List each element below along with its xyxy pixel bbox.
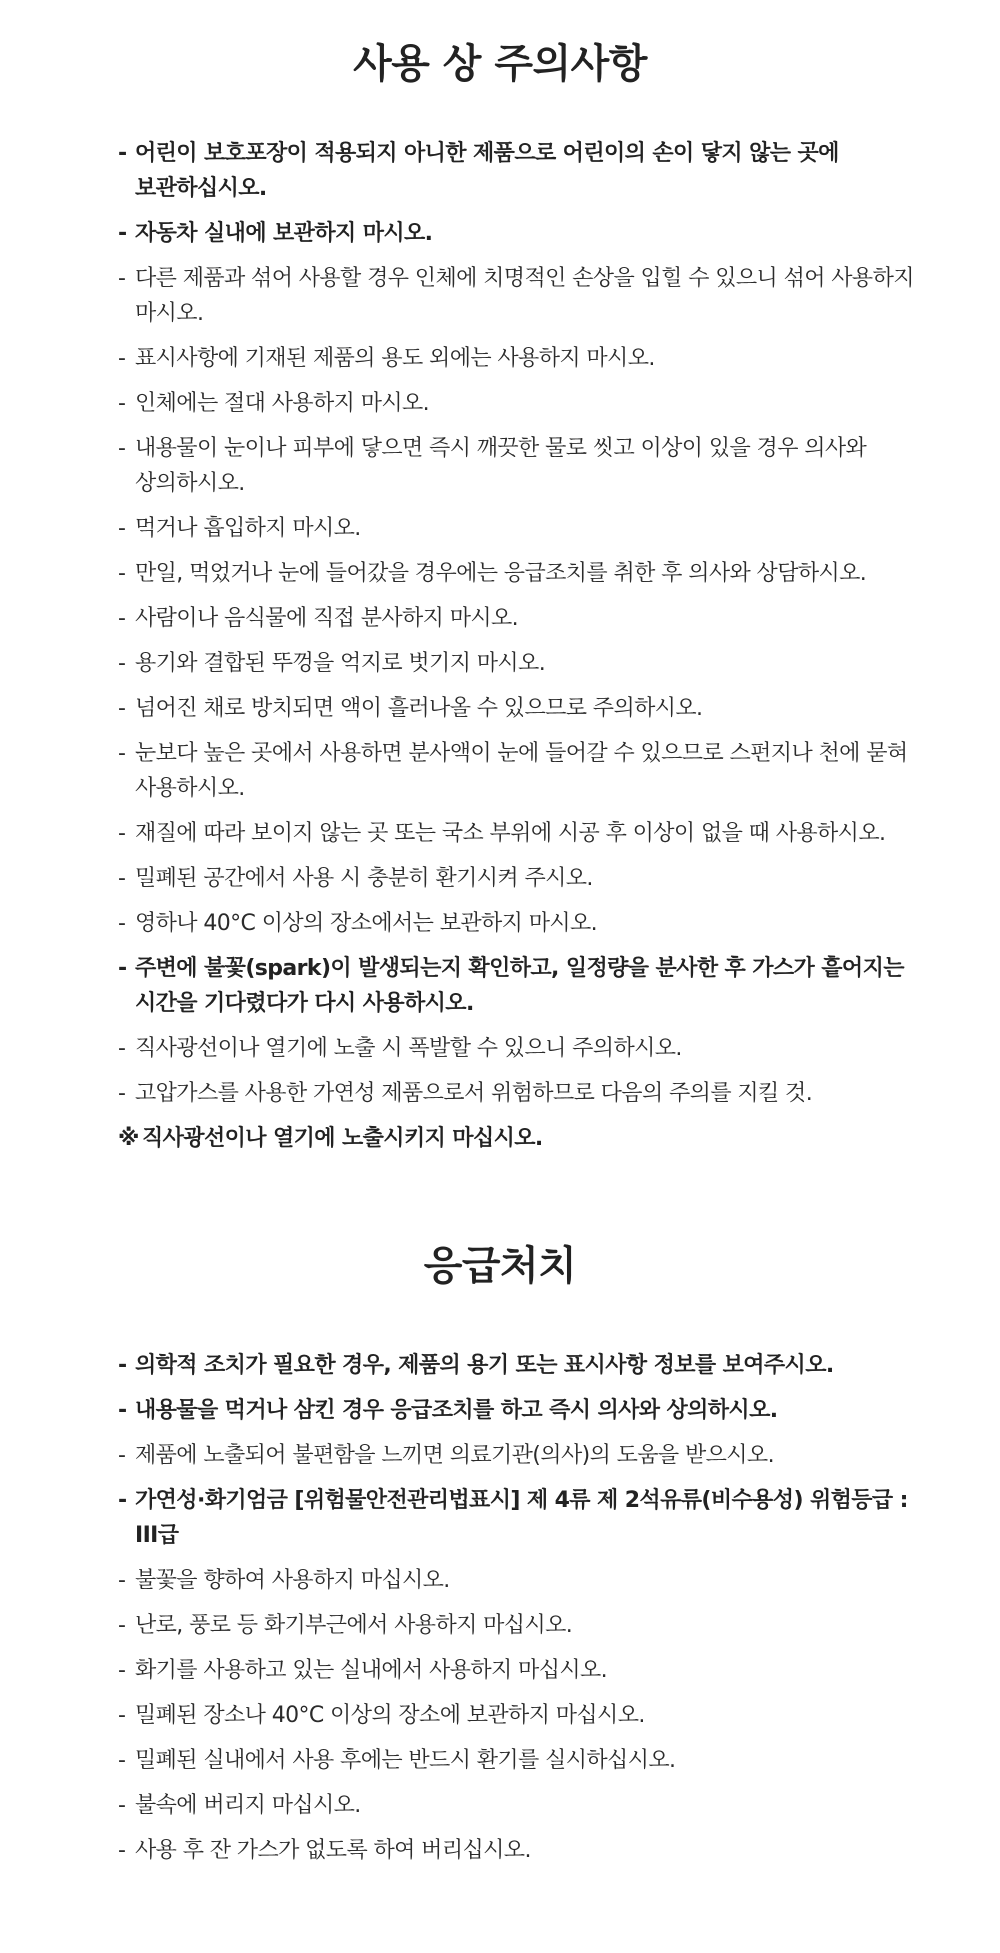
list-item-marker: - bbox=[118, 346, 126, 371]
list-item-text: 인체에는 절대 사용하지 마시오. bbox=[135, 391, 430, 416]
list-item-marker: - bbox=[118, 221, 127, 246]
list-item-marker: - bbox=[118, 651, 126, 676]
list-item-text: 불속에 버리지 마십시오. bbox=[135, 1793, 361, 1818]
list-item-marker: - bbox=[118, 1613, 126, 1638]
list-item bbox=[118, 1483, 918, 1553]
list-item-marker: - bbox=[118, 1036, 126, 1061]
list-item-marker: - bbox=[118, 1081, 126, 1106]
list-item-marker: - bbox=[118, 821, 126, 846]
list-item-marker: - bbox=[118, 561, 126, 586]
list-item-marker: - bbox=[118, 1838, 126, 1863]
list-item bbox=[118, 1348, 918, 1383]
cautions-list bbox=[0, 136, 918, 1156]
list-item bbox=[118, 1393, 918, 1428]
list-item-marker: - bbox=[118, 1703, 126, 1728]
note-text: 직사광선이나 열기에 노출시키지 마십시오. bbox=[142, 1126, 543, 1151]
list-item bbox=[118, 816, 918, 851]
list-item-text: 만일, 먹었거나 눈에 들어갔을 경우에는 응급조치를 취한 후 의사와 상담하시오. bbox=[135, 561, 867, 586]
list-item-text: 직사광선이나 열기에 노출 시 폭발할 수 있으니 주의하시오. bbox=[135, 1036, 682, 1061]
first-aid-list bbox=[0, 1348, 918, 1868]
list-item-text: 가연성·화기엄금 [위험물안전관리법표시] 제 4류 제 2석유류(비수용성) 위험등급 : III급 bbox=[135, 1488, 908, 1548]
list-item-marker: - bbox=[118, 1748, 126, 1773]
cautions-note bbox=[118, 1121, 918, 1156]
list-item-text: 내용물을 먹거나 삼킨 경우 응급조치를 하고 즉시 의사와 상의하시오. bbox=[135, 1398, 778, 1423]
list-item-text: 밀폐된 공간에서 사용 시 충분히 환기시켜 주시오. bbox=[135, 866, 593, 891]
list-item-marker: - bbox=[118, 1568, 126, 1593]
list-item bbox=[118, 736, 918, 806]
list-item-marker: - bbox=[118, 266, 126, 291]
first-aid-title: 응급처치 bbox=[423, 1243, 577, 1289]
list-item bbox=[118, 861, 918, 896]
list-item bbox=[118, 1833, 918, 1868]
list-item-marker: - bbox=[118, 606, 126, 631]
list-item-marker: - bbox=[118, 1443, 126, 1468]
list-item bbox=[118, 1608, 918, 1643]
list-item bbox=[118, 136, 918, 206]
list-item bbox=[118, 261, 918, 331]
list-item-text: 자동차 실내에 보관하지 마시오. bbox=[135, 221, 433, 246]
list-item-text: 주변에 불꽃(spark)이 발생되는지 확인하고, 일정량을 분사한 후 가스가 흩어지는 시간을 기다렸다가 다시 사용하시오. bbox=[135, 956, 904, 1016]
list-item-text: 용기와 결합된 뚜껑을 억지로 벗기지 마시오. bbox=[135, 651, 546, 676]
list-item-marker: - bbox=[118, 141, 127, 166]
list-item-text: 밀폐된 실내에서 사용 후에는 반드시 환기를 실시하십시오. bbox=[135, 1748, 676, 1773]
list-item-marker: - bbox=[118, 911, 126, 936]
list-item bbox=[118, 1031, 918, 1066]
list-item-marker: - bbox=[118, 696, 126, 721]
list-item-marker: - bbox=[118, 866, 126, 891]
note-marker: ※ bbox=[118, 1126, 139, 1151]
list-item bbox=[118, 341, 918, 376]
cautions-section bbox=[0, 34, 1000, 1166]
list-item bbox=[118, 951, 918, 1021]
list-item bbox=[118, 1563, 918, 1598]
list-item bbox=[118, 431, 918, 501]
list-item-text: 제품에 노출되어 불편함을 느끼면 의료기관(의사)의 도움을 받으시오. bbox=[135, 1443, 774, 1468]
list-item bbox=[118, 1743, 918, 1778]
list-item-text: 고압가스를 사용한 가연성 제품으로서 위험하므로 다음의 주의를 지킬 것. bbox=[135, 1081, 813, 1106]
list-item-marker: - bbox=[118, 1353, 127, 1378]
list-item bbox=[118, 386, 918, 421]
list-item-text: 먹거나 흡입하지 마시오. bbox=[135, 516, 361, 541]
cautions-title: 사용 상 주의사항 bbox=[353, 41, 647, 87]
list-item-marker: - bbox=[118, 1793, 126, 1818]
list-item-text: 화기를 사용하고 있는 실내에서 사용하지 마십시오. bbox=[135, 1658, 608, 1683]
list-item bbox=[118, 1698, 918, 1733]
list-item bbox=[118, 216, 918, 251]
list-item-marker: - bbox=[118, 516, 126, 541]
list-item-text: 난로, 풍로 등 화기부근에서 사용하지 마십시오. bbox=[135, 1613, 573, 1638]
list-item-marker: - bbox=[118, 956, 127, 981]
list-item-text: 넘어진 채로 방치되면 액이 흘러나올 수 있으므로 주의하시오. bbox=[135, 696, 703, 721]
list-item bbox=[118, 556, 918, 591]
list-item-marker: - bbox=[118, 1398, 127, 1423]
list-item bbox=[118, 511, 918, 546]
list-item-text: 밀폐된 장소나 40°C 이상의 장소에 보관하지 마십시오. bbox=[135, 1703, 645, 1728]
list-item bbox=[118, 1653, 918, 1688]
list-item bbox=[118, 601, 918, 636]
list-item bbox=[118, 906, 918, 941]
first-aid-section bbox=[0, 1236, 1000, 1878]
list-item-marker: - bbox=[118, 741, 126, 766]
list-item-marker: - bbox=[118, 391, 126, 416]
list-item-text: 영하나 40°C 이상의 장소에서는 보관하지 마시오. bbox=[135, 911, 598, 936]
list-item-text: 표시사항에 기재된 제품의 용도 외에는 사용하지 마시오. bbox=[135, 346, 655, 371]
list-item-marker: - bbox=[118, 436, 126, 461]
list-item-text: 재질에 따라 보이지 않는 곳 또는 국소 부위에 시공 후 이상이 없을 때 사용하시오. bbox=[135, 821, 886, 846]
list-item-text: 사람이나 음식물에 직접 분사하지 마시오. bbox=[135, 606, 519, 631]
list-item-text: 불꽃을 향하여 사용하지 마십시오. bbox=[135, 1568, 450, 1593]
list-item bbox=[118, 1438, 918, 1473]
list-item bbox=[118, 1076, 918, 1111]
list-item-text: 눈보다 높은 곳에서 사용하면 분사액이 눈에 들어갈 수 있으므로 스펀지나 천에 묻혀 사용하시오. bbox=[135, 741, 908, 801]
list-item bbox=[118, 646, 918, 681]
list-item-text: 다른 제품과 섞어 사용할 경우 인체에 치명적인 손상을 입힐 수 있으니 섞어 사용하지 마시오. bbox=[135, 266, 914, 326]
list-item-text: 사용 후 잔 가스가 없도록 하여 버리십시오. bbox=[135, 1838, 531, 1863]
list-item-text: 내용물이 눈이나 피부에 닿으면 즉시 깨끗한 물로 씻고 이상이 있을 경우 의사와 상의하시오. bbox=[135, 436, 867, 496]
list-item-marker: - bbox=[118, 1488, 127, 1513]
list-item bbox=[118, 1788, 918, 1823]
list-item-text: 의학적 조치가 필요한 경우, 제품의 용기 또는 표시사항 정보를 보여주시오. bbox=[135, 1353, 834, 1378]
list-item-text: 어린이 보호포장이 적용되지 아니한 제품으로 어린이의 손이 닿지 않는 곳에 보관하십시오. bbox=[135, 141, 839, 201]
list-item-marker: - bbox=[118, 1658, 126, 1683]
list-item bbox=[118, 691, 918, 726]
